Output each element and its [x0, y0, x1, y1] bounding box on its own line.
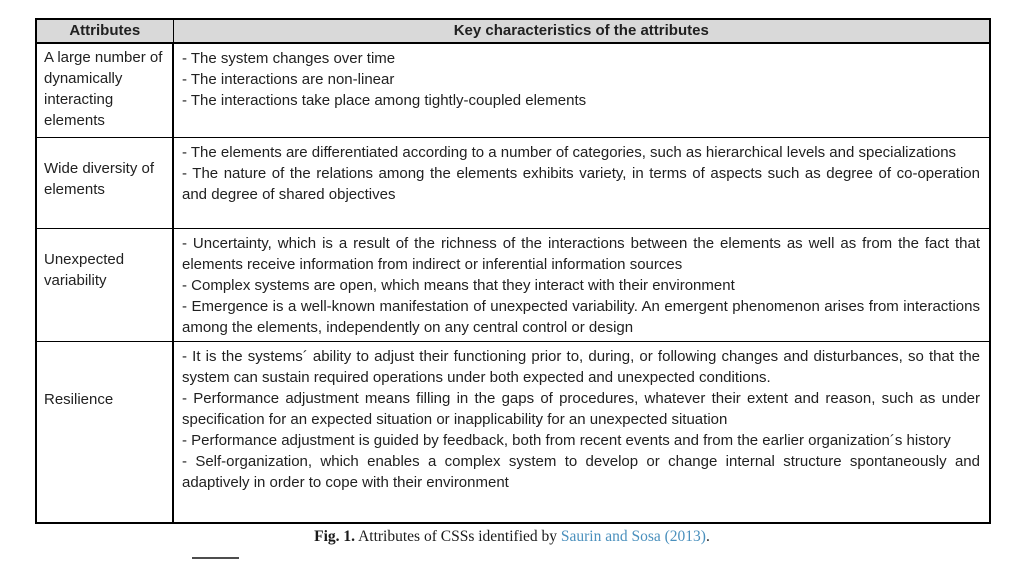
column-header-attributes: Attributes — [36, 19, 173, 43]
table-row — [36, 137, 990, 228]
caption-text: Attributes of CSSs identified by — [358, 528, 558, 545]
characteristic-item: - The system changes over time — [182, 50, 396, 67]
column-header-characteristics: Key characteristics of the attributes — [173, 19, 990, 43]
table-row — [36, 341, 990, 523]
attribute-cell: Resilience — [36, 341, 173, 523]
characteristic-item: - The elements are differentiated according to a number of categories, such as hierarchical levels and specializations — [182, 143, 957, 161]
attribute-cell: Wide diversity of elements — [36, 137, 173, 228]
characteristics-cell — [173, 341, 990, 523]
characteristic-item: - The nature of the relations among the elements exhibits variety, in terms of aspects such as degree of co-operation and degree of shared objectives — [182, 164, 980, 203]
figure-caption — [0, 527, 1024, 546]
characteristic-item: - The interactions are non-linear — [182, 71, 395, 88]
attribute-cell: Unexpected variability — [36, 228, 173, 341]
figure-label: Fig. 1. — [314, 528, 356, 545]
citation-link[interactable]: Saurin and Sosa (2013) — [560, 528, 706, 545]
characteristic-item: - Self-organization, which enables a complex system to develop or change internal structure spontaneously and adaptively in order to cope with their environment — [182, 452, 980, 491]
caption-period: . — [705, 528, 710, 545]
characteristic-item: - Emergence is a well-known manifestation of unexpected variability. An emergent phenomenon arises from interactions among the elements, independently on any central control or design — [182, 297, 980, 336]
characteristic-item: - Performance adjustment means filling in the gaps of procedures, whatever their extent and reason, such as under specification for an expected situation or inapplicability for an unexpected situation — [182, 389, 980, 428]
table-header-row — [36, 19, 990, 43]
characteristics-cell — [173, 43, 990, 137]
next-figure-edge — [192, 557, 239, 559]
attributes-table — [35, 18, 991, 524]
characteristics-cell — [173, 228, 990, 341]
table-row — [36, 228, 990, 341]
characteristic-item: - The interactions take place among tightly-coupled elements — [182, 92, 587, 109]
table-row — [36, 43, 990, 137]
characteristics-cell — [173, 137, 990, 228]
attribute-cell: A large number of dynamically interacting elements — [36, 43, 173, 137]
characteristic-item: - Complex systems are open, which means that they interact with their environment — [182, 276, 735, 294]
characteristic-item: - It is the systems´ ability to adjust their functioning prior to, during, or following changes and disturbances, so that the system can sustain required operations under both expected and unexpected conditions. — [182, 347, 980, 386]
characteristic-item: - Performance adjustment is guided by feedback, both from recent events and from the earlier organization´s history — [182, 431, 951, 449]
characteristic-item: - Uncertainty, which is a result of the richness of the interactions between the elements as well as from the fact that elements receive information from indirect or inferential information sources — [182, 234, 980, 273]
